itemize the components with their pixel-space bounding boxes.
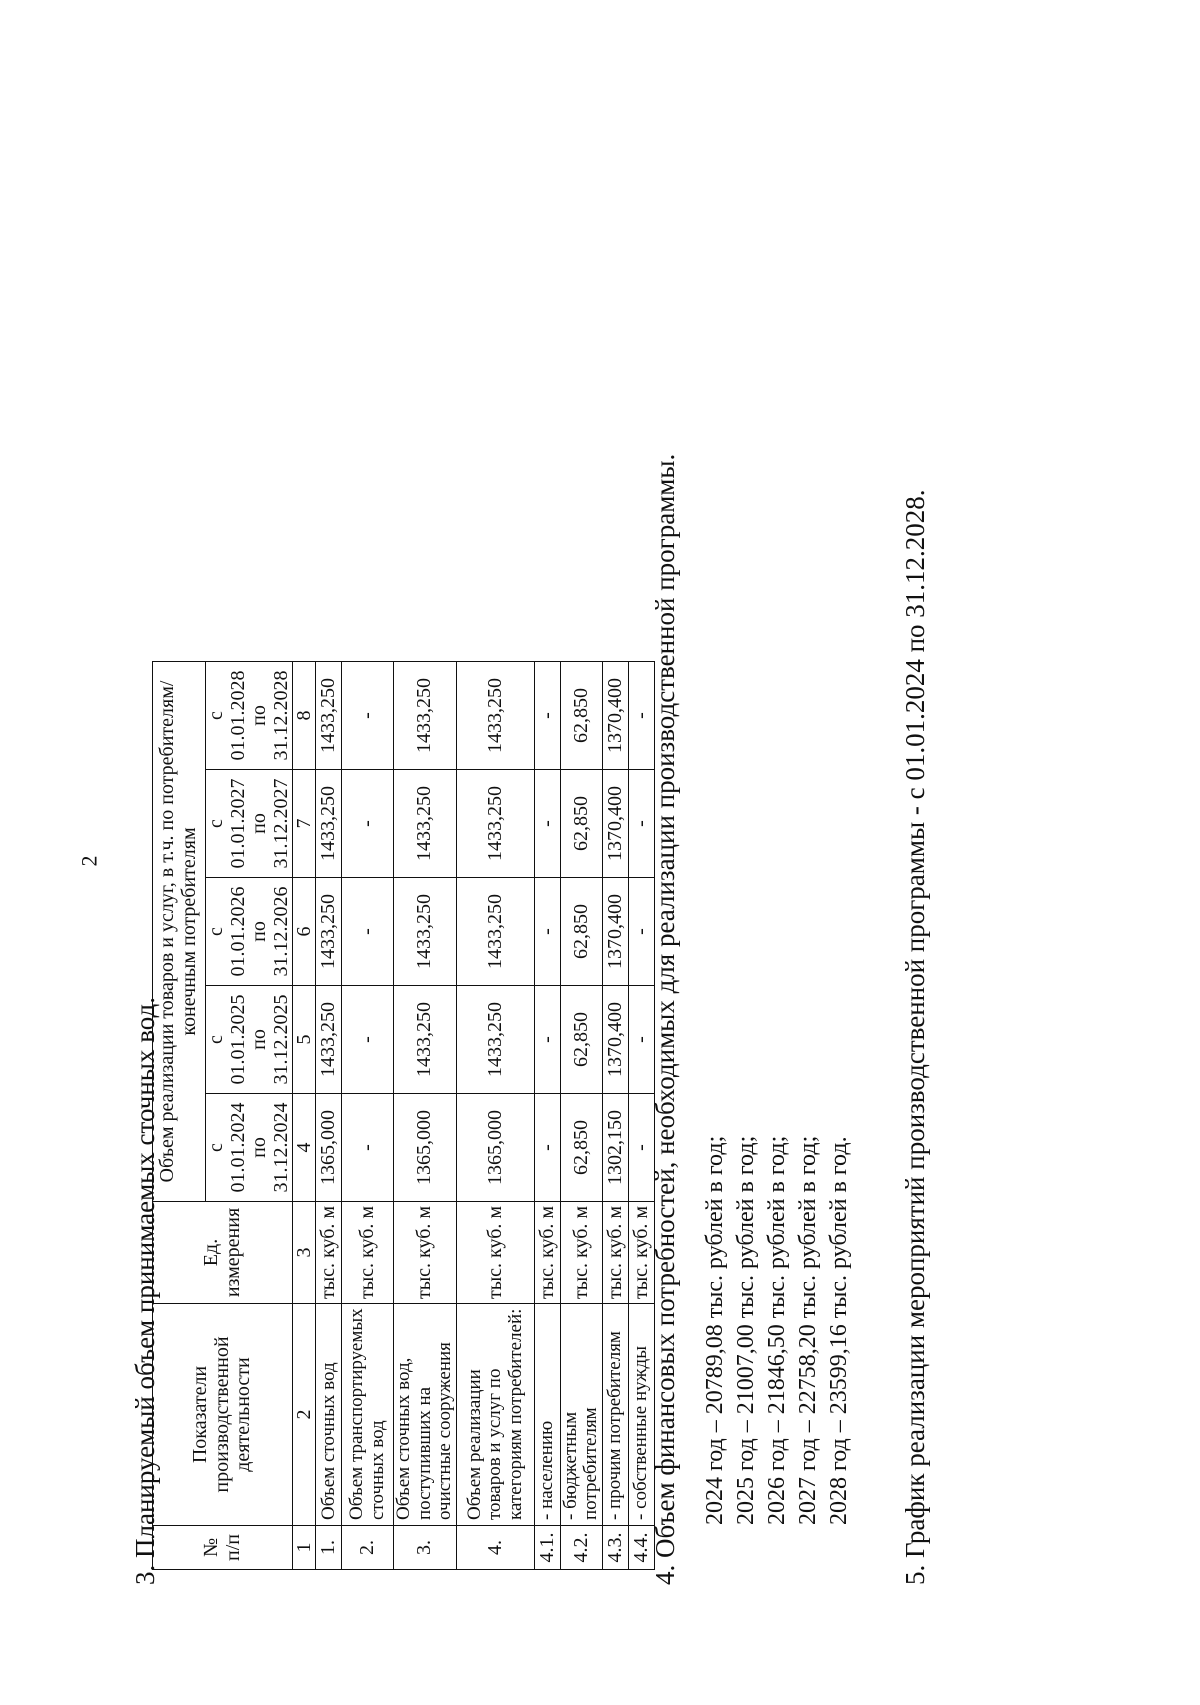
row-value: 1370,400 — [602, 986, 628, 1094]
row-value: - — [534, 878, 560, 986]
column-number: 2 — [293, 1304, 316, 1526]
header-period: с 01.01.2024 по 31.12.2024 — [206, 1094, 293, 1202]
column-number: 1 — [293, 1526, 316, 1570]
wastewater-volume-table — [152, 661, 655, 1570]
header-period: с 01.01.2025 по 31.12.2025 — [206, 986, 293, 1094]
row-value: 1365,000 — [394, 1094, 457, 1202]
row-value: 1433,250 — [316, 878, 342, 986]
list-item: 2026 год – 21846,50 тыс. рублей в год; — [764, 1135, 790, 1525]
row-value: 1433,250 — [456, 662, 534, 770]
section-5-title: 5. График реализации мероприятий производственной программы - с 01.01.2024 по 31.12.2028. — [900, 489, 930, 1585]
row-value: 1370,400 — [602, 662, 628, 770]
row-value: 1365,000 — [316, 1094, 342, 1202]
column-number: 8 — [293, 662, 316, 770]
row-unit: тыс. куб. м — [602, 1202, 628, 1304]
row-value: 62,850 — [560, 986, 602, 1094]
column-number: 3 — [293, 1202, 316, 1304]
header-period: с 01.01.2027 по 31.12.2027 — [206, 770, 293, 878]
row-num: 1. — [316, 1526, 342, 1570]
row-value: - — [342, 986, 394, 1094]
page-number: 2 — [76, 855, 102, 867]
row-unit: тыс. куб. м — [316, 1202, 342, 1304]
row-value: - — [628, 662, 654, 770]
row-num: 3. — [394, 1526, 457, 1570]
section-3-title: 3. Планируемый объем принимаемых сточных вод. — [130, 997, 160, 1585]
row-value: 1365,000 — [456, 1094, 534, 1202]
row-value: - — [628, 770, 654, 878]
row-name: Объем сточных вод — [316, 1304, 342, 1526]
row-value: - — [628, 878, 654, 986]
row-name: - прочим потребителям — [602, 1304, 628, 1526]
header-indicator: Показатели производственной деятельности — [153, 1304, 293, 1526]
row-unit: тыс. куб. м — [342, 1202, 394, 1304]
row-value: 62,850 — [560, 770, 602, 878]
column-number: 7 — [293, 770, 316, 878]
row-value: - — [534, 1094, 560, 1202]
row-unit: тыс. куб. м — [628, 1202, 654, 1304]
row-value: 62,850 — [560, 662, 602, 770]
row-value: 1302,150 — [602, 1094, 628, 1202]
table-row — [560, 662, 602, 1570]
list-item: 2024 год – 20789,08 тыс. рублей в год; — [702, 1135, 728, 1525]
list-item: 2027 год – 22758,20 тыс. рублей в год; — [795, 1135, 821, 1525]
financial-needs-list — [700, 1136, 855, 1525]
row-name: - населению — [534, 1304, 560, 1526]
table-row — [456, 662, 534, 1570]
column-number: 6 — [293, 878, 316, 986]
row-value: - — [342, 1094, 394, 1202]
row-num: 4.3. — [602, 1526, 628, 1570]
row-value: 1433,250 — [456, 986, 534, 1094]
row-value: 1433,250 — [456, 770, 534, 878]
row-num: 4.2. — [560, 1526, 602, 1570]
header-num: № п/п — [153, 1526, 293, 1570]
row-name: - собственные нужды — [628, 1304, 654, 1526]
row-name: Объем транспортируемых сточных вод — [342, 1304, 394, 1526]
row-unit: тыс. куб. м — [394, 1202, 457, 1304]
row-value: 62,850 — [560, 1094, 602, 1202]
table-row — [602, 662, 628, 1570]
row-value: 1433,250 — [456, 878, 534, 986]
row-name: Объем реализации товаров и услуг по категориям потребителей: — [456, 1304, 534, 1526]
row-value: 1433,250 — [394, 770, 457, 878]
row-value: - — [534, 986, 560, 1094]
section-4-title: 4. Объем финансовых потребностей, необходимых для реализации производственной программы. — [650, 453, 680, 1585]
row-value: 1370,400 — [602, 770, 628, 878]
row-value: - — [534, 770, 560, 878]
row-value: 1433,250 — [316, 662, 342, 770]
rotated-page-content — [130, 125, 990, 1585]
list-item: 2028 год – 23599,16 тыс. рублей в год. — [826, 1136, 852, 1525]
row-value: 1433,250 — [394, 986, 457, 1094]
row-value: 1433,250 — [316, 770, 342, 878]
row-value: 62,850 — [560, 878, 602, 986]
row-value: 1433,250 — [394, 662, 457, 770]
column-number: 4 — [293, 1094, 316, 1202]
row-value: 1370,400 — [602, 878, 628, 986]
header-volume-group: Объем реализации товаров и услуг, в т.ч. по потребителям/конечным потребителям — [153, 662, 206, 1202]
row-name: Объем сточных вод, поступивших на очистные сооружения — [394, 1304, 457, 1526]
row-name: - бюджетным потребителям — [560, 1304, 602, 1526]
table-row — [394, 662, 457, 1570]
table-row — [316, 662, 342, 1570]
row-num: 4.4. — [628, 1526, 654, 1570]
table-row — [342, 662, 394, 1570]
header-period: с 01.01.2028 по 31.12.2028 — [206, 662, 293, 770]
header-period: с 01.01.2026 по 31.12.2026 — [206, 878, 293, 986]
row-value: 1433,250 — [394, 878, 457, 986]
header-unit: Ед. измерения — [153, 1202, 293, 1304]
row-unit: тыс. куб. м — [560, 1202, 602, 1304]
row-unit: тыс. куб. м — [534, 1202, 560, 1304]
row-value: - — [342, 770, 394, 878]
row-value: - — [342, 662, 394, 770]
row-value: - — [342, 878, 394, 986]
row-num: 4. — [456, 1526, 534, 1570]
row-value: - — [628, 986, 654, 1094]
column-number: 5 — [293, 986, 316, 1094]
row-value: - — [628, 1094, 654, 1202]
row-value: - — [534, 662, 560, 770]
row-num: 2. — [342, 1526, 394, 1570]
row-value: 1433,250 — [316, 986, 342, 1094]
list-item: 2025 год – 21007,00 тыс. рублей в год; — [733, 1135, 759, 1525]
row-unit: тыс. куб. м — [456, 1202, 534, 1304]
table-row — [534, 662, 560, 1570]
row-num: 4.1. — [534, 1526, 560, 1570]
